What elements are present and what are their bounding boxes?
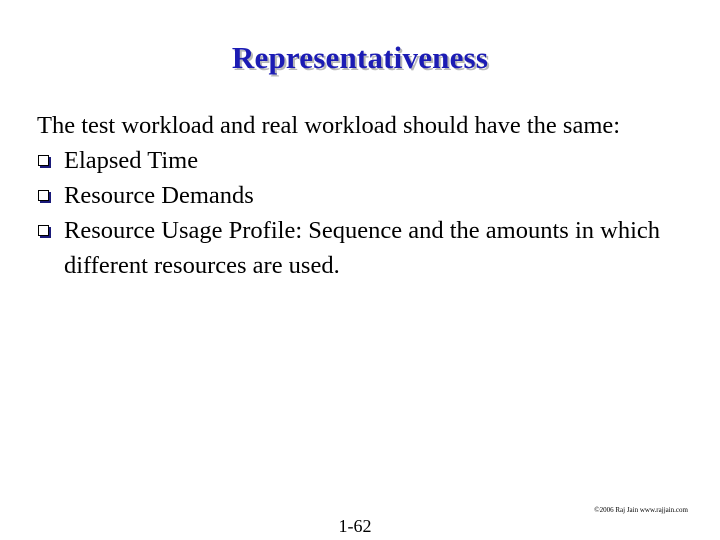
- page-number: 1-62: [338, 516, 372, 536]
- bullet-text: Elapsed Time: [64, 147, 199, 174]
- square-bullet-icon: [38, 225, 49, 236]
- bullet-item: [37, 213, 697, 283]
- square-bullet-icon: [38, 190, 49, 201]
- bullet-text: Resource Demands: [64, 182, 254, 209]
- square-bullet-icon: [38, 155, 49, 166]
- slide-body: [37, 108, 697, 283]
- bullet-list: [37, 143, 697, 283]
- bullet-item: [37, 143, 697, 178]
- intro-text: The test workload and real workload should have the same:: [37, 112, 621, 139]
- slide-title: Representativeness: [231, 40, 489, 75]
- bullet-text: Resource Usage Profile: Sequence and the amounts in which different resources are used.: [64, 217, 661, 279]
- copyright-notice: ©2006 Raj Jain www.rajjain.com: [594, 506, 688, 514]
- bullet-item: [37, 178, 697, 213]
